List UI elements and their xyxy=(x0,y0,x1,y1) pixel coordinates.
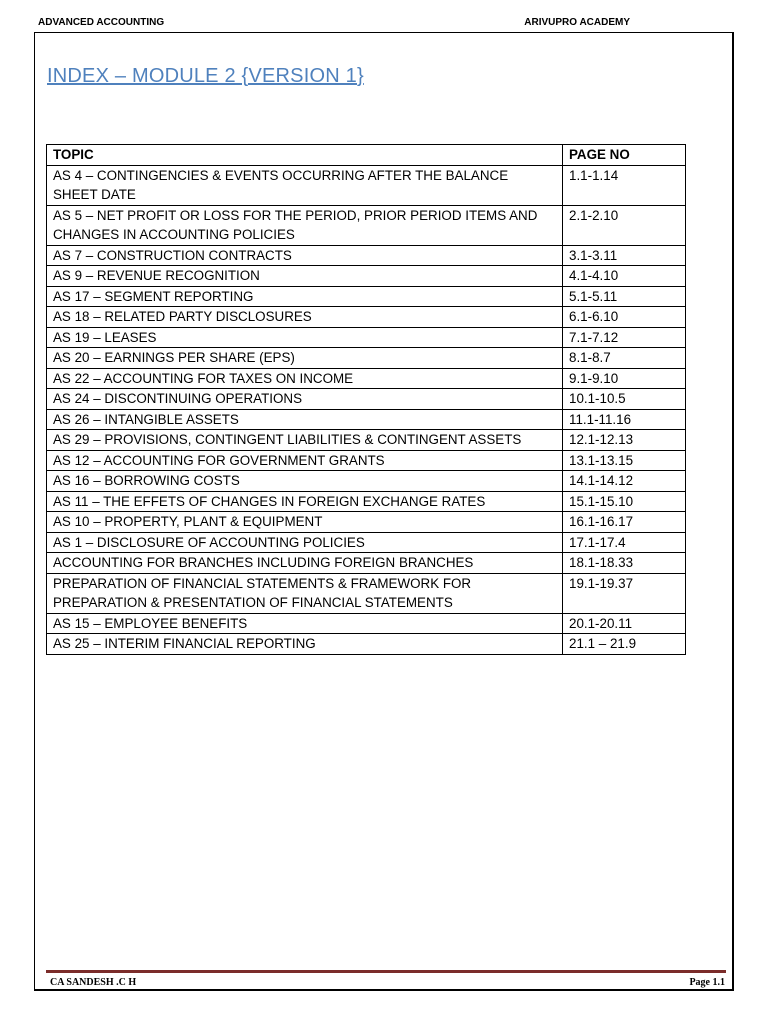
page-no-cell: 2.1-2.10 xyxy=(563,205,686,245)
page-no-cell: 1.1-1.14 xyxy=(563,165,686,205)
index-table-body xyxy=(47,165,686,654)
page-no-cell: 18.1-18.33 xyxy=(563,553,686,574)
page-no-cell: 17.1-17.4 xyxy=(563,532,686,553)
header-course-name: ADVANCED ACCOUNTING xyxy=(38,17,165,28)
table-row xyxy=(47,266,686,287)
topic-cell: AS 18 – RELATED PARTY DISCLOSURES xyxy=(47,307,563,328)
column-header-topic: TOPIC xyxy=(47,145,563,166)
table-row xyxy=(47,471,686,492)
topic-cell: AS 10 – PROPERTY, PLANT & EQUIPMENT xyxy=(47,512,563,533)
footer-page-number: Page 1.1 xyxy=(689,977,725,988)
page-no-cell: 20.1-20.11 xyxy=(563,613,686,634)
header-academy-name: ARIVUPRO ACADEMY xyxy=(524,17,630,28)
page-no-cell: 11.1-11.16 xyxy=(563,409,686,430)
table-row xyxy=(47,409,686,430)
table-row xyxy=(47,389,686,410)
topic-cell: AS 26 – INTANGIBLE ASSETS xyxy=(47,409,563,430)
table-row xyxy=(47,368,686,389)
topic-cell: PREPARATION OF FINANCIAL STATEMENTS & FRAMEWORK FOR PREPARATION & PRESENTATION OF FINANCIAL STATEMENTS xyxy=(47,573,563,613)
page-header xyxy=(38,17,630,31)
topic-cell: AS 5 – NET PROFIT OR LOSS FOR THE PERIOD, PRIOR PERIOD ITEMS AND CHANGES IN ACCOUNTING POLICIES xyxy=(47,205,563,245)
table-row xyxy=(47,165,686,205)
topic-cell: AS 15 – EMPLOYEE BENEFITS xyxy=(47,613,563,634)
table-row xyxy=(47,532,686,553)
page-no-cell: 12.1-12.13 xyxy=(563,430,686,451)
page-no-cell: 8.1-8.7 xyxy=(563,348,686,369)
page-no-cell: 15.1-15.10 xyxy=(563,491,686,512)
column-header-page-no: PAGE NO xyxy=(563,145,686,166)
topic-cell: AS 4 – CONTINGENCIES & EVENTS OCCURRING AFTER THE BALANCE SHEET DATE xyxy=(47,165,563,205)
table-row xyxy=(47,348,686,369)
footer-rule xyxy=(46,970,726,973)
topic-cell: AS 12 – ACCOUNTING FOR GOVERNMENT GRANTS xyxy=(47,450,563,471)
table-row xyxy=(47,613,686,634)
page-no-cell: 5.1-5.11 xyxy=(563,286,686,307)
topic-cell: AS 20 – EARNINGS PER SHARE (EPS) xyxy=(47,348,563,369)
page-footer xyxy=(50,977,725,991)
page-no-cell: 13.1-13.15 xyxy=(563,450,686,471)
page-no-cell: 6.1-6.10 xyxy=(563,307,686,328)
topic-cell: AS 9 – REVENUE RECOGNITION xyxy=(47,266,563,287)
page-no-cell: 14.1-14.12 xyxy=(563,471,686,492)
page-no-cell: 9.1-9.10 xyxy=(563,368,686,389)
page-no-cell: 19.1-19.37 xyxy=(563,573,686,613)
table-row xyxy=(47,634,686,655)
table-header-row xyxy=(47,145,686,166)
topic-cell: AS 17 – SEGMENT REPORTING xyxy=(47,286,563,307)
topic-cell: AS 29 – PROVISIONS, CONTINGENT LIABILITIES & CONTINGENT ASSETS xyxy=(47,430,563,451)
table-row xyxy=(47,430,686,451)
page-no-cell: 16.1-16.17 xyxy=(563,512,686,533)
table-row xyxy=(47,450,686,471)
table-row xyxy=(47,307,686,328)
table-row xyxy=(47,205,686,245)
table-row xyxy=(47,553,686,574)
topic-cell: AS 16 – BORROWING COSTS xyxy=(47,471,563,492)
topic-cell: AS 7 – CONSTRUCTION CONTRACTS xyxy=(47,245,563,266)
topic-cell: ACCOUNTING FOR BRANCHES INCLUDING FOREIGN BRANCHES xyxy=(47,553,563,574)
topic-cell: AS 22 – ACCOUNTING FOR TAXES ON INCOME xyxy=(47,368,563,389)
table-row xyxy=(47,327,686,348)
topic-cell: AS 19 – LEASES xyxy=(47,327,563,348)
page-no-cell: 7.1-7.12 xyxy=(563,327,686,348)
table-row xyxy=(47,573,686,613)
page-no-cell: 10.1-10.5 xyxy=(563,389,686,410)
footer-author: CA SANDESH .C H xyxy=(50,977,137,988)
table-row xyxy=(47,245,686,266)
index-table xyxy=(46,144,686,655)
topic-cell: AS 24 – DISCONTINUING OPERATIONS xyxy=(47,389,563,410)
table-row xyxy=(47,512,686,533)
page-title: INDEX – MODULE 2 {VERSION 1} xyxy=(47,65,364,87)
topic-cell: AS 11 – THE EFFETS OF CHANGES IN FOREIGN EXCHANGE RATES xyxy=(47,491,563,512)
page-no-cell: 21.1 – 21.9 xyxy=(563,634,686,655)
page-no-cell: 3.1-3.11 xyxy=(563,245,686,266)
table-row xyxy=(47,286,686,307)
topic-cell: AS 1 – DISCLOSURE OF ACCOUNTING POLICIES xyxy=(47,532,563,553)
page-no-cell: 4.1-4.10 xyxy=(563,266,686,287)
table-row xyxy=(47,491,686,512)
topic-cell: AS 25 – INTERIM FINANCIAL REPORTING xyxy=(47,634,563,655)
